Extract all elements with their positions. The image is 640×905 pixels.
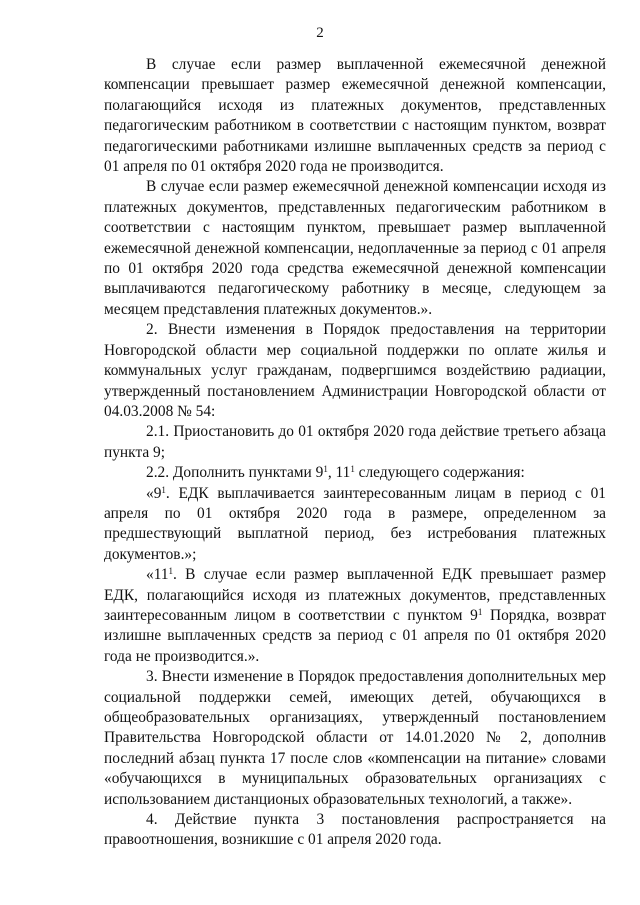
paragraph-point-11-1 — [104, 565, 606, 667]
text-segment: «9 — [146, 484, 162, 502]
paragraph-compensation-overpayment: В случае если размер выплаченной ежемесячной денежной компенсации превышает размер ежемесячной денежной компенсации, полагающийся исходя из платежных документов, представленных педагогическим работником в соответствии с настоящим пунктом, возврат педагогическими работниками излишне выплаченных средств за период с 01 апреля по 01 октября 2020 года не производится. — [104, 56, 606, 176]
paragraph-compensation-underpayment: В случае если размер ежемесячной денежной компенсации исходя из платежных документов, представленных педагогическим работником в соответствии с настоящим пунктом, превышает размер выплаченной ежемесячной денежной компенсации, недоплаченные за период с 01 апреля по 01 октября 2020 года средства ежемесячной денежной компенсации выплачиваются педагогическому работнику в месяце, следующем за месяцем представления платежных документов.». — [104, 178, 606, 318]
text-segment: . ЕДК выплачивается заинтересованным лицам в период с 01 апреля по 01 октября 2020 года в размере, определенном за предшествующий выплатной период, без истребования платежных документов.»; — [104, 484, 606, 563]
superscript: 1 — [161, 484, 166, 495]
superscript: 1 — [350, 464, 355, 475]
text-segment: «11 — [146, 566, 169, 584]
text-segment: 2.2. Дополнить пунктами 9 — [146, 464, 324, 482]
superscript: 1 — [323, 464, 328, 475]
text-segment: Порядка, возврат излишне выплаченных средств за период с 01 апреля по 01 октября 2020 года не производится.». — [104, 606, 607, 665]
document-body — [104, 55, 606, 851]
superscript: 1 — [477, 606, 483, 617]
text-segment: , 11 — [327, 464, 351, 482]
paragraph-item-3: 3. Внести изменение в Порядок предоставления дополнительных мер социальной поддержки семей, имеющих детей, обучающихся в общеобразовательных организациях, утвержденный постановлением Правительства Новгородской области от 14.01.2020 № 2, дополнив последний абзац пункта 17 после слов «компенсации на питание» словами «обучающихся в муниципальных образовательных организациях с использованием дистанционых образовательных технологий, а также». — [104, 668, 606, 808]
text-segment: следующего содержания: — [354, 464, 525, 482]
text-segment: . В случае если размер выплаченной ЕДК превышает размер ЕДК, полагающийся исходя из платежных документов, представленных заинтересованным лицом в соответствии с пунктом 9 — [104, 566, 606, 624]
paragraph-item-2-1: 2.1. Приостановить до 01 октября 2020 года действие третьего абзаца пункта 9; — [104, 423, 606, 461]
paragraph-item-4: 4. Действие пункта 3 постановления распространяется на правоотношения, возникшие с 01 апреля 2020 года. — [104, 811, 606, 849]
paragraph-item-2-2 — [104, 463, 606, 483]
superscript: 1 — [168, 566, 174, 577]
page-number: 2 — [316, 25, 324, 41]
paragraph-point-9-1 — [104, 484, 606, 566]
paragraph-item-2: 2. Внести изменения в Порядок предоставления на территории Новгородской области мер социальной поддержки по оплате жилья и коммунальных услуг гражданам, подвергшимся воздействию радиации, утвержденный постановлением Администрации Новгородской области от 04.03.2008 № 54: — [104, 321, 606, 420]
